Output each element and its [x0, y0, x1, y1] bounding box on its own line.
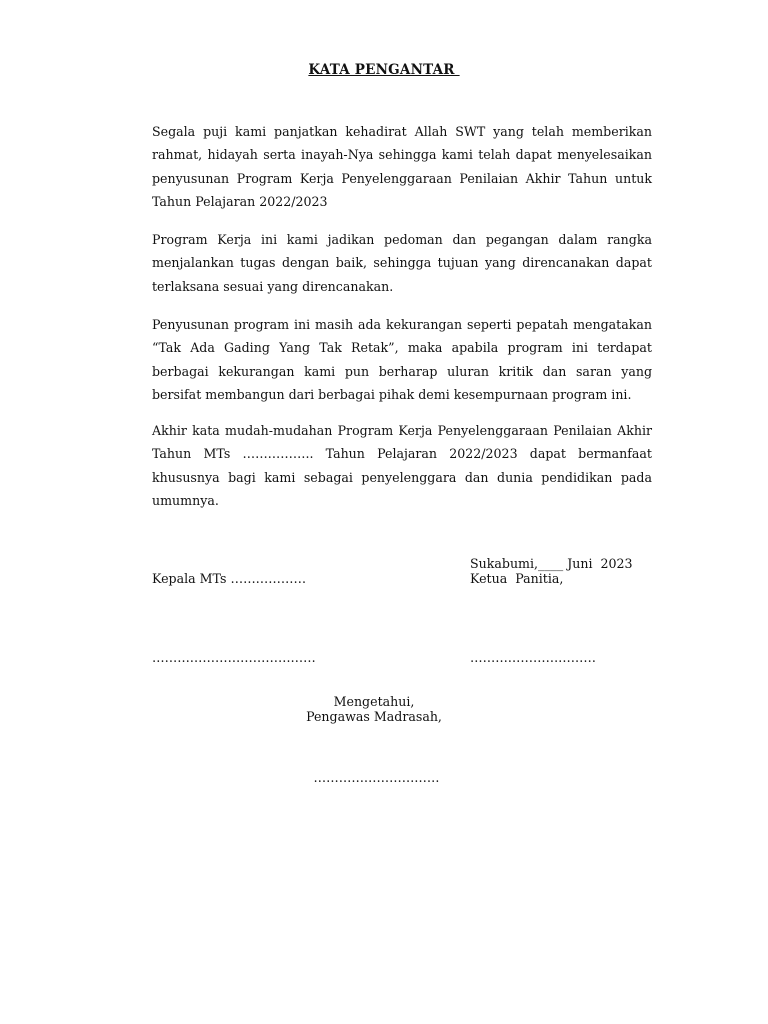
paragraph-1-line-3: penyusunan Program Kerja Penyelenggaraan Penilaian Akhir Tahun untuk: [152, 170, 652, 186]
paragraph-1-line-4: Tahun Pelajaran 2022/2023: [152, 193, 328, 209]
left-signatory-role: Kepala MTs ………………: [152, 571, 307, 586]
place-date: Sukabumi,____ Juni 2023: [470, 556, 633, 571]
paragraph-2-line-1: Program Kerja ini kami jadikan pedoman dan pegangan dalam rangka: [152, 232, 652, 247]
paragraph-3: [152, 313, 652, 406]
right-signature-line: …………………………: [470, 650, 596, 665]
paragraph-2: [152, 228, 652, 298]
right-signatory-role: Ketua Panitia,: [470, 571, 564, 586]
paragraph-4-line-2: Tahun MTs …………….. Tahun Pelajaran 2022/2023 dapat bermanfaat: [152, 446, 652, 462]
paragraph-2-line-3: terlaksana sesuai yang direncanakan.: [152, 278, 394, 294]
paragraph-4-line-3: khususnya bagi kami sebagai penyelenggara dan dunia pendidikan pada: [152, 469, 652, 485]
paragraph-3-line-4: bersifat membangun dari berbagai pihak demi kesempurnaan program ini.: [152, 386, 632, 402]
page-title: [0, 62, 768, 78]
paragraph-4: [152, 419, 652, 512]
paragraph-2-line-2: menjalankan tugas dengan baik, sehingga tujuan yang direncanakan dapat: [152, 255, 652, 271]
paragraph-1-line-1: Segala puji kami panjatkan kehadirat Allah SWT yang telah memberikan: [152, 124, 652, 139]
paragraph-4-line-1: Akhir kata mudah-mudahan Program Kerja Penyelenggaraan Penilaian Akhir: [152, 423, 652, 438]
paragraph-3-line-2: “Tak Ada Gading Yang Tak Retak”, maka apabila program ini terdapat: [152, 340, 652, 356]
left-signature-line: …………………………………: [152, 650, 316, 665]
paragraph-4-line-4: umumnya.: [152, 492, 219, 508]
paragraph-3-line-3: berbagai kekurangan kami pun berharap uluran kritik dan saran yang: [152, 363, 652, 379]
paragraph-1: [152, 120, 652, 213]
acknowledge-label: Mengetahui,: [333, 694, 415, 709]
paragraph-1-line-2: rahmat, hidayah serta inayah-Nya sehingga kami telah dapat menyelesaikan: [152, 147, 652, 163]
bottom-signature-line: …………………………: [313, 770, 440, 785]
page-title-text: KATA PENGANTAR: [308, 62, 460, 78]
paragraph-3-line-1: Penyusunan program ini masih ada kekurangan seperti pepatah mengatakan: [152, 317, 652, 332]
acknowledge-role: Pengawas Madrasah,: [306, 709, 442, 724]
